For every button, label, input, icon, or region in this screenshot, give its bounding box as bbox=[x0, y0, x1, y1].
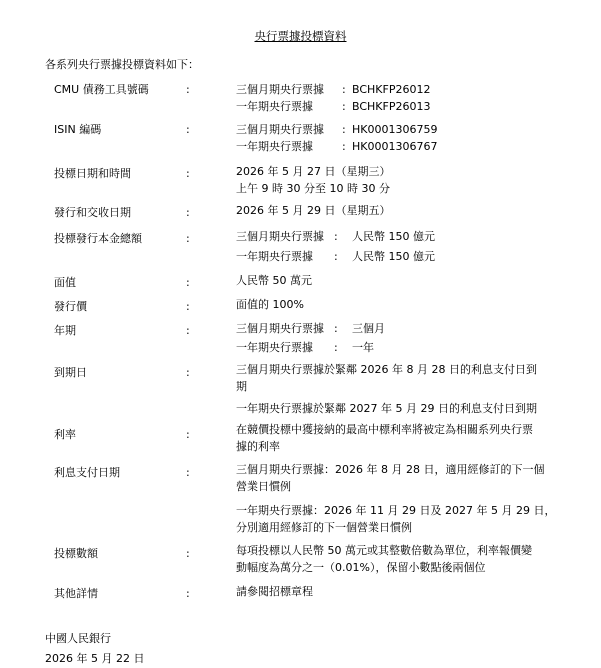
cmu-sep-3m: : bbox=[342, 83, 346, 96]
footer-issuer: 中國人民銀行 bbox=[45, 632, 111, 645]
interest-date-3m-line1: 三個月期央行票據：2026 年 8 月 28 日，適用經修訂的下一個 bbox=[236, 463, 545, 476]
other-label: 其他詳情 bbox=[54, 587, 98, 600]
cmu-sep-1y: : bbox=[342, 100, 346, 113]
cmu-term-1y: 一年期央行票據 bbox=[236, 100, 313, 113]
issue-price-colon: : bbox=[186, 300, 190, 313]
rate-line1: 在競價投標中獲接納的最高中標利率將被定為相關系列央行票 bbox=[236, 423, 533, 436]
bid-amount-colon: : bbox=[186, 547, 190, 560]
page-title: 央行票據投標資料 bbox=[254, 29, 347, 43]
tender-datetime-colon: : bbox=[186, 167, 190, 180]
issue-price-value: 面值的 100% bbox=[236, 298, 304, 311]
interest-date-label: 利息支付日期 bbox=[54, 466, 120, 479]
isin-colon: : bbox=[186, 123, 190, 136]
face-value-colon: : bbox=[186, 276, 190, 289]
other-value: 請參閱招標章程 bbox=[236, 585, 313, 598]
total-amount-value-1y: 人民幣 150 億元 bbox=[352, 250, 435, 263]
bid-amount-line2: 動幅度為萬分之一（0.01%），保留小數點後兩個位 bbox=[236, 561, 486, 574]
maturity-3m-line1: 三個月期央行票據於緊鄰 2026 年 8 月 28 日的利息支付日到 bbox=[236, 363, 537, 376]
cmu-term-3m: 三個月期央行票據 bbox=[236, 83, 324, 96]
footer-date: 2026 年 5 月 22 日 bbox=[45, 652, 145, 665]
total-amount-term-3m: 三個月期央行票據 bbox=[236, 230, 324, 243]
isin-term-1y: 一年期央行票據 bbox=[236, 140, 313, 153]
total-amount-sep-1y: : bbox=[334, 250, 338, 263]
total-amount-label: 投標發行本金總額 bbox=[54, 232, 142, 245]
total-amount-colon: : bbox=[186, 232, 190, 245]
tenor-sep-1y: : bbox=[334, 341, 338, 354]
bid-amount-line1: 每項投標以人民幣 50 萬元或其整數倍數為單位，利率報價變 bbox=[236, 544, 532, 557]
issue-price-label: 發行價 bbox=[54, 300, 87, 313]
intro-text: 各系列央行票據投標資料如下： bbox=[45, 58, 199, 71]
tenor-value-3m: 三個月 bbox=[352, 322, 385, 335]
rate-colon: : bbox=[186, 428, 190, 441]
issue-date-value: 2026 年 5 月 29 日（星期五） bbox=[236, 204, 391, 217]
maturity-1y: 一年期央行票據於緊鄰 2027 年 5 月 29 日的利息支付日到期 bbox=[236, 402, 537, 415]
tenor-colon: : bbox=[186, 324, 190, 337]
isin-sep-1y: : bbox=[342, 140, 346, 153]
maturity-3m-line2: 期 bbox=[236, 380, 247, 393]
tender-time-value: 上午 9 時 30 分至 10 時 30 分 bbox=[236, 182, 390, 195]
rate-line2: 據的利率 bbox=[236, 440, 280, 453]
isin-sep-3m: : bbox=[342, 123, 346, 136]
issue-date-colon: : bbox=[186, 206, 190, 219]
interest-date-1y-line1: 一年期央行票據：2026 年 11 月 29 日及 2027 年 5 月 29 日， bbox=[236, 504, 556, 517]
other-colon: : bbox=[186, 587, 190, 600]
total-amount-sep-3m: : bbox=[334, 230, 338, 243]
isin-value-3m: HK0001306759 bbox=[352, 123, 438, 136]
tender-date-value: 2026 年 5 月 27 日（星期三） bbox=[236, 165, 391, 178]
cmu-label: CMU 債務工具號碼 bbox=[54, 83, 149, 96]
face-value-value: 人民幣 50 萬元 bbox=[236, 274, 312, 287]
interest-date-3m-line2: 營業日慣例 bbox=[236, 480, 291, 493]
tenor-value-1y: 一年 bbox=[352, 341, 374, 354]
interest-date-1y-line2: 分別適用經修訂的下一個營業日慣例 bbox=[236, 521, 412, 534]
total-amount-term-1y: 一年期央行票據 bbox=[236, 250, 313, 263]
rate-label: 利率 bbox=[54, 428, 76, 441]
tender-datetime-label: 投標日期和時間 bbox=[54, 167, 131, 180]
tenor-label: 年期 bbox=[54, 324, 76, 337]
isin-value-1y: HK0001306767 bbox=[352, 140, 438, 153]
interest-date-colon: : bbox=[186, 466, 190, 479]
face-value-label: 面值 bbox=[54, 276, 76, 289]
tenor-term-1y: 一年期央行票據 bbox=[236, 341, 313, 354]
total-amount-value-3m: 人民幣 150 億元 bbox=[352, 230, 435, 243]
cmu-value-3m: BCHKFP26012 bbox=[352, 83, 431, 96]
isin-label: ISIN 編碼 bbox=[54, 123, 102, 136]
cmu-colon: : bbox=[186, 83, 190, 96]
tenor-sep-3m: : bbox=[334, 322, 338, 335]
issue-date-label: 發行和交收日期 bbox=[54, 206, 131, 219]
tenor-term-3m: 三個月期央行票據 bbox=[236, 322, 324, 335]
maturity-label: 到期日 bbox=[54, 366, 87, 379]
maturity-colon: : bbox=[186, 366, 190, 379]
bid-amount-label: 投標數額 bbox=[54, 547, 98, 560]
isin-term-3m: 三個月期央行票據 bbox=[236, 123, 324, 136]
cmu-value-1y: BCHKFP26013 bbox=[352, 100, 431, 113]
